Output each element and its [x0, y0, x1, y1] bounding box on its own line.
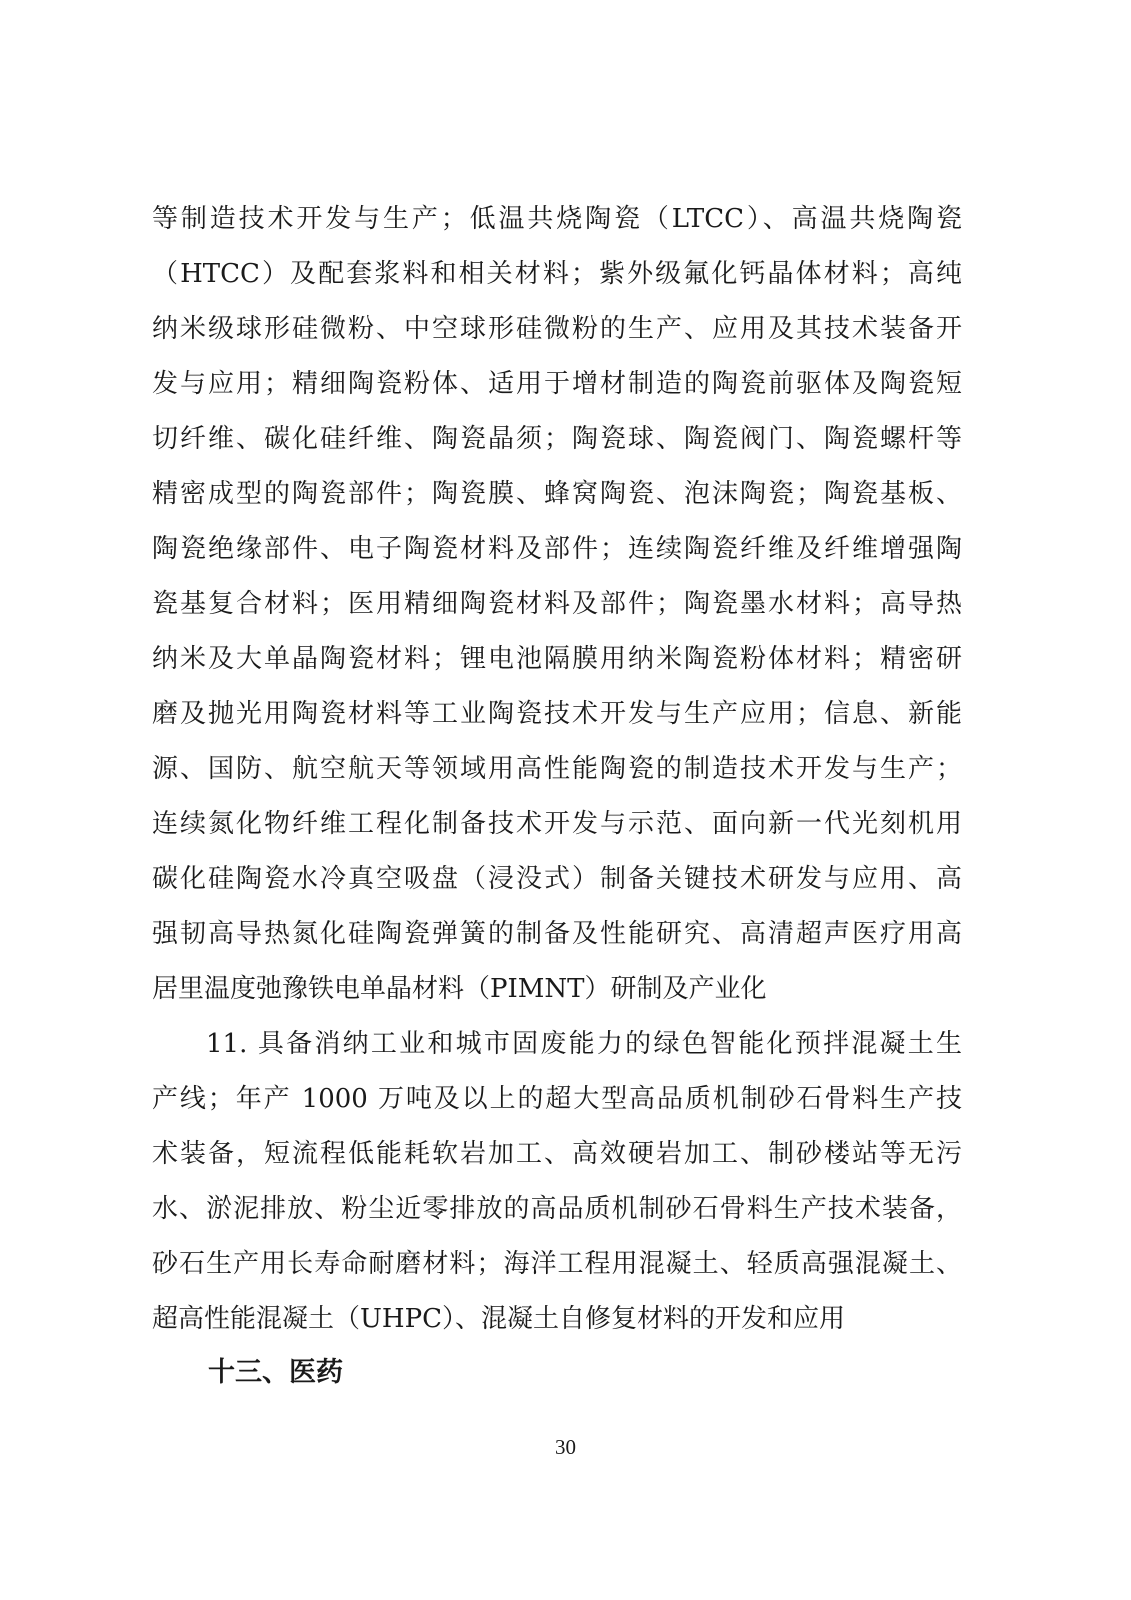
- text-line: 磨及抛光用陶瓷材料等工业陶瓷技术开发与生产应用；信息、新能: [152, 699, 962, 729]
- text-line: （HTCC）及配套浆料和相关材料；紫外级氟化钙晶体材料；高纯: [152, 259, 962, 289]
- text-line: 超高性能混凝土（UHPC）、混凝土自修复材料的开发和应用: [152, 1304, 845, 1334]
- text-line: 产线；年产 1000 万吨及以上的超大型高品质机制砂石骨料生产技: [152, 1084, 962, 1114]
- text-line: 等制造技术开发与生产；低温共烧陶瓷（LTCC）、高温共烧陶瓷: [152, 204, 962, 234]
- page-number: 30: [555, 1435, 576, 1459]
- text-line: 水、淤泥排放、粉尘近零排放的高品质机制砂石骨料生产技术装备，: [152, 1194, 962, 1224]
- text-line: 碳化硅陶瓷水冷真空吸盘（浸没式）制备关键技术研发与应用、高: [152, 864, 962, 894]
- text-line: 连续氮化物纤维工程化制备技术开发与示范、面向新一代光刻机用: [152, 809, 962, 839]
- text-line: 纳米及大单晶陶瓷材料；锂电池隔膜用纳米陶瓷粉体材料；精密研: [152, 644, 962, 674]
- list-item-number-line: 11. 具备消纳工业和城市固废能力的绿色智能化预拌混凝土生: [206, 1029, 962, 1059]
- text-line: 发与应用；精细陶瓷粉体、适用于增材制造的陶瓷前驱体及陶瓷短: [152, 369, 962, 399]
- text-line: 砂石生产用长寿命耐磨材料；海洋工程用混凝土、轻质高强混凝土、: [152, 1249, 962, 1279]
- text-line: 纳米级球形硅微粉、中空球形硅微粉的生产、应用及其技术装备开: [152, 314, 962, 344]
- text-line: 精密成型的陶瓷部件；陶瓷膜、蜂窝陶瓷、泡沫陶瓷；陶瓷基板、: [152, 479, 962, 509]
- text-line: 术装备，短流程低能耗软岩加工、高效硬岩加工、制砂楼站等无污: [152, 1139, 962, 1169]
- text-line: 居里温度弛豫铁电单晶材料（PIMNT）研制及产业化: [152, 974, 767, 1004]
- text-line: 强韧高导热氮化硅陶瓷弹簧的制备及性能研究、高清超声医疗用高: [152, 919, 962, 949]
- text-line: 源、国防、航空航天等领域用高性能陶瓷的制造技术开发与生产；: [152, 754, 962, 784]
- text-line: 瓷基复合材料；医用精细陶瓷材料及部件；陶瓷墨水材料；高导热: [152, 589, 962, 619]
- text-line: 切纤维、碳化硅纤维、陶瓷晶须；陶瓷球、陶瓷阀门、陶瓷螺杆等: [152, 424, 962, 454]
- text-line: 陶瓷绝缘部件、电子陶瓷材料及部件；连续陶瓷纤维及纤维增强陶: [152, 534, 962, 564]
- section-heading: 十三、医药: [208, 1357, 343, 1388]
